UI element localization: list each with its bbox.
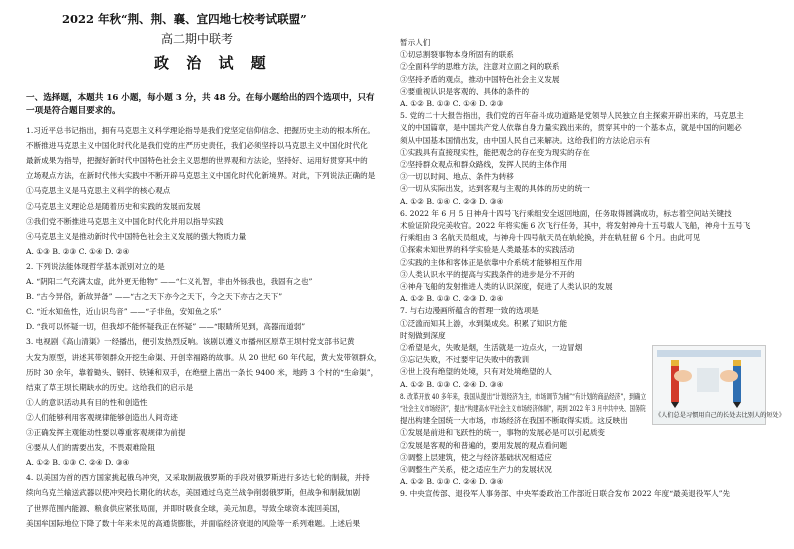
left-text-line: 历时 30 余年，靠着锄头、钢钎、铁锤和双手，在绝壁上凿出一条长 9400 米，地跨 3 个村的“生命渠”，: [26, 367, 379, 377]
right-text-line: ④一切从实际出发，达到客观与主观的具体的历史的统一: [400, 184, 590, 194]
right-text-line: 术验证阶段完美收官。2022 年将实施 6 次飞行任务，其中，将发射神舟十五号载人飞船，神舟十五号飞: [400, 221, 751, 230]
exam-subject: 政 治 试 题: [154, 54, 272, 72]
right-text-line: ②坚持群众观点和群众路线，发挥人民的主体作用: [400, 160, 568, 169]
right-text-line: ④要重视认识是客观的、具体的条件的: [400, 86, 530, 96]
left-text-line: 大发为原型，讲述其带领群众开挖生命渠、开创幸福路的故事。从 20 世纪 60 年代起，黄大发带领群众，: [26, 352, 382, 362]
left-text-line: A. ①② B. ①③ C. ②④ D. ③④: [26, 458, 130, 468]
right-text-line: ①探索未知世界的科学实验是人类最基本的实践活动: [400, 245, 575, 255]
right-text-line: ④调整生产关系，使之适应生产力的发展状况: [400, 465, 552, 474]
left-text-line: 不断推进马克思主义中国化时代化是我们党的庄严历史责任，我们必须坚持以马克思主义中国化时代化: [26, 141, 368, 151]
right-text-line: ②实践的主体和客体正是依靠中介系统才能够相互作用: [400, 257, 583, 267]
left-text-line: D. “我可以怀疑一切，但我却不能怀疑我正在怀疑” ——“眼睛所见到，高器而道弱”: [26, 322, 306, 332]
left-text-line: A. “阴阳二气充满太虚，此外更无他物” ——“仁义礼智，非由外铄我也，我固有之也”: [26, 277, 313, 286]
left-text-line: 4. 以美国为首的西方国家挑起俄乌冲突，又采取制裁俄罗斯的手段对俄罗斯进行多达七轮的制裁，并持: [26, 473, 370, 483]
right-text-line: ①发展是前进和飞跃性的统一，事物的发展必是可以引起质变: [400, 428, 606, 438]
left-text-line: 了世界范围内能源、粮食供应紧张局面，并即时吸食全球，美元加息，导致全球资本流回美国，: [26, 503, 345, 513]
left-text-line: C. “近水知鱼性，近山识鸟音” ——“子非鱼，安知鱼之乐”: [26, 307, 222, 317]
left-text-line: 1.习近平总书记指出，拥有马克思主义科学理论指导是我们党坚定信仰信念、把握历史主动的根本所在。: [26, 126, 375, 135]
hand-left-icon: [674, 370, 692, 382]
exam-subtitle: 高二期中联考: [161, 32, 234, 46]
section-heading-line1: 一、选择题，本题共 16 小题，每小题 3 分，共 48 分。在每小题给出的四个选项中，只有: [26, 93, 375, 103]
right-text-line: 时刻做到深度: [400, 330, 446, 340]
hand-right-icon: [720, 370, 738, 382]
left-text-line: ①人的意识活动具有目的性和创造性: [26, 397, 148, 407]
right-text-line: 9. 中央宣传部、退役军人事务部、中央军委政治工作部近日联合发布 2022 年度“最美退役军人”先: [400, 489, 731, 499]
left-text-line: ③正确发挥主观能动性要以尊重客观规律为前提: [26, 428, 186, 437]
right-text-line: ①切忌割裂事物本身所固有的联系: [400, 50, 514, 60]
right-text-line: 8. 改革开放 40 多年来，我国从提出“计划经济为主，市场调节为辅”“有计划的商品经济”，到确立: [400, 391, 647, 401]
left-text-line: 立场观点方法，在新时代伟大实践中不断开辟马克思主义中国化时代化新境界。对此，下列说法正确的是: [26, 171, 376, 181]
left-text-line: ②人们能够利用客观规律能够创造出人间奇迹: [26, 412, 178, 422]
right-text-line: A. ①② B. ①③ C. ②④ D. ③④: [400, 477, 504, 487]
pen-right-icon: [733, 360, 741, 408]
right-text-line: A. ①② B. ①③ C. ①④ D. ②③: [400, 99, 504, 108]
right-text-line: ③忘记失败，不过要牢记失败中的教训: [400, 355, 530, 365]
right-text-line: ①泛滥而知其上游，水到渠成矣。积累了知识方能: [400, 318, 568, 328]
right-text-line: “社会主义市场经济”，提出“构建高水平社会主义市场经济体制”，再到 2022 年 3 月中共中央、国务院: [400, 404, 646, 413]
right-text-line: ③一切以时间、地点、条件为转移: [400, 172, 514, 182]
right-text-line: ④世上没有绝望的处境，只有对处境绝望的人: [400, 367, 552, 377]
left-text-line: ③我们党不断推进马克思主义中国化时代化并用以指导实践: [26, 216, 224, 226]
left-text-line: B. “古今异俗，新故异备” ——“古之天下亦今之天下，今之天下亦古之天下”: [26, 292, 283, 302]
left-text-line: A. ①③ B. ②③ C. ①④ D. ②④: [26, 246, 130, 256]
right-text-line: 6. 2022 年 6 月 5 日神舟十四号飞行乘组安全返回地面，任务取得圆满成功，标志着空间站关键技: [400, 208, 732, 218]
right-text-line: ④神舟飞船的发射推进人类的认识深度，促进了人类认识的发展: [400, 282, 613, 291]
left-text-line: 2. 下列说法能体现哲学基本派别对立的是: [26, 261, 165, 271]
right-text-line: ③调整上层建筑，使之与经济基础状况相适应: [400, 452, 552, 462]
left-text-line: ②马克思主义理论总是随着历史和实践的发展而发展: [26, 201, 201, 211]
cartoon-pens-illustration: [653, 346, 765, 410]
left-text-line: 结束了草王坝长期缺水的历史。这给我们的启示是: [26, 382, 194, 392]
right-text-line: ①实践具有直接现实性，能把观念的存在变为现实的存在: [400, 147, 590, 157]
right-text-line: 5. 党的二十大报告指出，我们党的百年奋斗成功道路是党领导人民独立自主探索开辟出来的，马克思主: [400, 111, 744, 121]
cartoon-caption: 《人们总是习惯用自己的长处去比别人的短处》: [655, 412, 785, 419]
cartoon-top-band: [657, 350, 761, 357]
left-text-line: 美国牟国际地位下降了数十年来未见的高通货膨胀，并面临经济衰退的风险等一系列难题。上述后果: [26, 518, 361, 528]
left-text-line: ④马克思主义是推动新时代中国特色社会主义发展的强大物质力量: [26, 231, 247, 241]
right-text-line: 义的中国篇章，是中国共产党人依靠自身力量实践出来的，贯穿其中的一个基本点，就是中国的问题必: [400, 123, 742, 133]
right-text-line: A. ①② B. ①④ C. ②③ D. ③④: [400, 196, 504, 206]
right-text-line: A. ①② B. ①③ C. ②③ D. ②④: [400, 294, 504, 304]
right-text-line: ③人类认识水平的提高与实践条件的进步是分不开的: [400, 269, 575, 279]
right-text-line: 须从中国基本国情出发，由中国人民自己来解决。这给我们的方法论启示有: [400, 135, 651, 145]
cartoon-middle-panel: [697, 368, 719, 392]
left-text-line: ①马克思主义是马克思主义科学的核心观点: [26, 186, 171, 196]
left-text-line: 续向乌克兰输送武器以使冲突趋长期化的状态，美国通过乌克兰战争削弱俄罗斯，但战争和制裁加剧: [26, 488, 361, 498]
pen-left-icon: [671, 360, 679, 408]
left-text-line: 3. 电视剧《高山清渠》一经播出，便引发热烈反响。该剧以遵义市播州区原草王坝村党支部书记黄: [26, 337, 355, 347]
right-text-line: ②希望是火，失败是烟，生活就是一边点火，一边冒烟: [400, 343, 583, 352]
right-text-line: ②发展是客观的和普遍的，要用发展的观点看问题: [400, 440, 568, 450]
cartoon-image: [652, 345, 785, 425]
right-text-line: 暂示人们: [400, 38, 431, 47]
left-text-line: ④要从人们的需要出发，不畏艰难险阻: [26, 443, 156, 453]
right-text-line: ③坚持矛盾的观点，推动中国特色社会主义发展: [400, 74, 560, 84]
right-text-line: 7. 与右边漫画所蕴含的哲理一致的选项是: [400, 306, 539, 316]
right-text-line: 行乘组由 3 名航天员组成，与神舟十四号航天员在轨轮换，并在轨驻留 6 个月。由此可见: [400, 233, 701, 243]
right-text-line: ②全面科学的思维方法，注意对立面之间的联系: [400, 62, 560, 72]
right-text-line: A. ①② B. ①③ C. ②④ D. ③④: [400, 379, 504, 389]
section-heading-line2: 一项是符合题目要求的。: [26, 106, 121, 116]
exam-title: 2022 年秋“荆、荆、襄、宜四地七校考试联盟”: [62, 12, 307, 26]
left-text-line: 最新成果为指导，把握好新时代中国特色社会主义思想的世界观和方法论，坚持好、运用好贯穿其中的: [26, 156, 368, 166]
right-text-line: 提出构建全国统一大市场，市场经济在我国不断取得实质。这反映出: [400, 416, 628, 426]
